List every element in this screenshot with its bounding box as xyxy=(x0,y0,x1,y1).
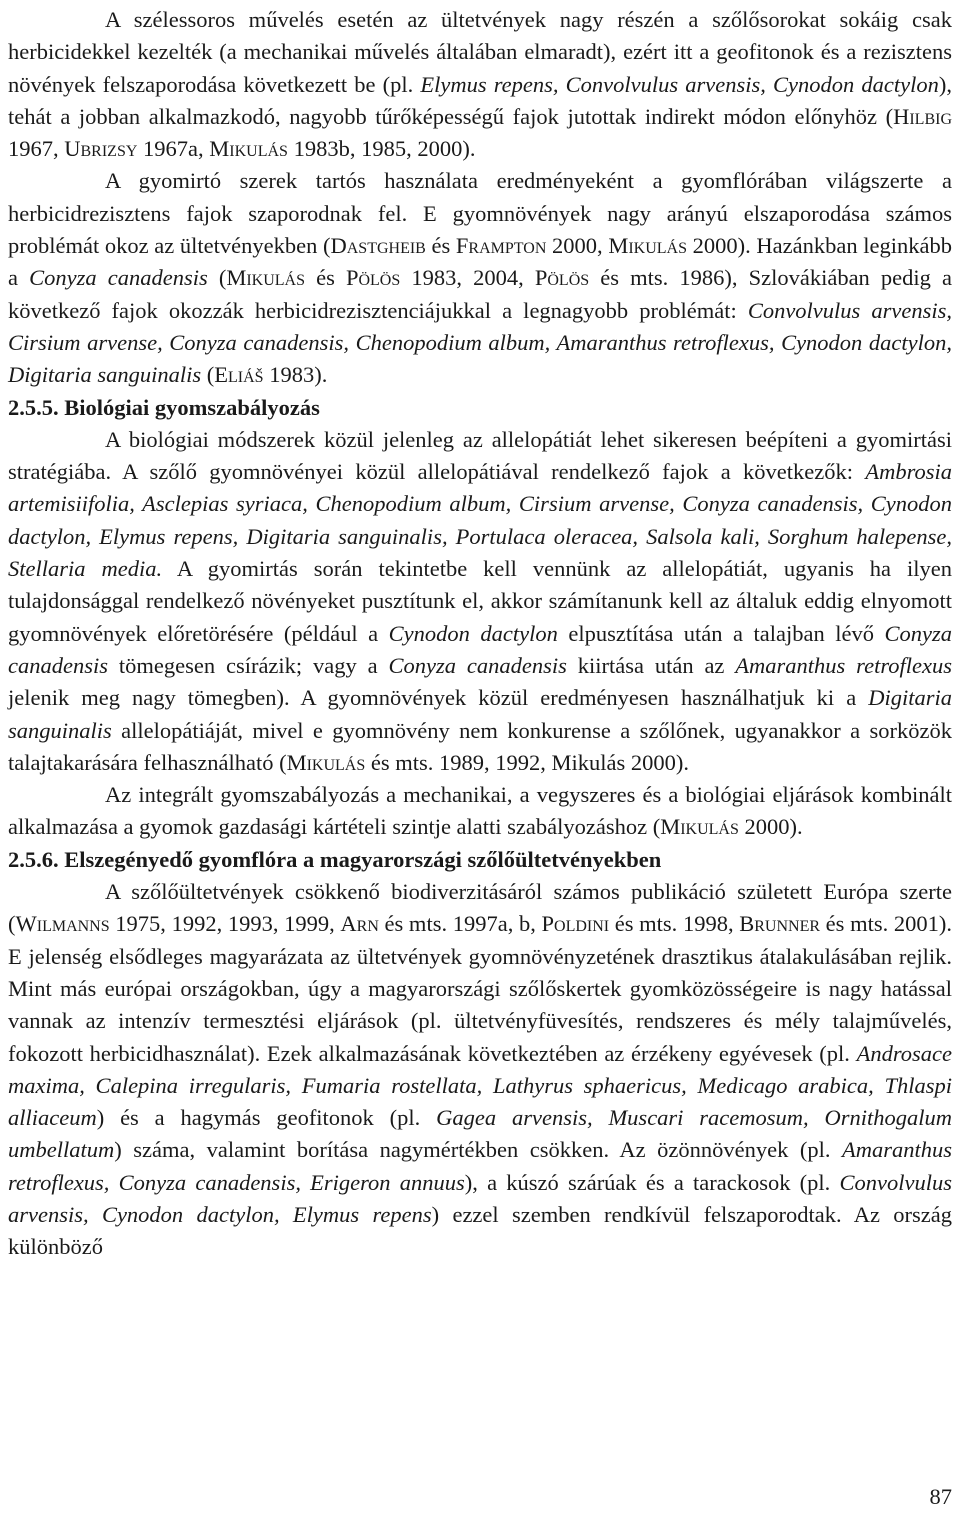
species-name: Ambrosia artemisiifolia, Asclepias syriaca, Chenopodium album, Cirsium arvense, Conyza canadensis, Cynodon dactylon, Elymus repens, Digitaria sanguinalis, Portulaca oleracea, Salsola kali, Sorghum halepense, Stellaria media. xyxy=(8,459,952,582)
body-paragraph xyxy=(8,424,952,779)
text-run: 1967, xyxy=(8,136,65,162)
text-run: tömegesen csírázik; vagy a xyxy=(108,652,389,678)
author-name: Hilbig xyxy=(893,103,952,129)
text-run: A gyomirtó szerek tartós használata eredményeként a gyomflórában világszerte a herbicidrezisztens fajok szaporodnak fel. E gyomnövények nagy arányú elszaporodása számos problémát okoz az ültetvényekben ( xyxy=(8,168,952,259)
species-name: Convolvulus arvensis, Cynodon dactylon, Elymus repens xyxy=(8,1169,952,1227)
author-name: Eliáš xyxy=(214,362,264,388)
species-name: Conyza canadensis xyxy=(29,265,208,291)
text-run: ) ezzel szemben rendkívül felszaporodtak. Az ország különböző xyxy=(8,1201,952,1260)
author-name: Frampton xyxy=(455,233,547,259)
species-name: Androsace maxima, Calepina irregularis, Fumaria rostellata, Lathyrus sphaericus, Medicago arabica, Thlaspi alliaceum xyxy=(8,1040,952,1131)
author-name: Mikulás xyxy=(286,749,366,775)
text-run: 2000, xyxy=(546,233,609,259)
species-name: Gagea arvensis, Muscari racemosum, Ornithogalum umbellatum xyxy=(8,1105,952,1163)
text-run: 1983b, 1985, 2000). xyxy=(287,136,476,162)
text-run: ) és a hagymás geofitonok (pl. xyxy=(96,1105,437,1131)
section-heading xyxy=(8,844,952,876)
body-paragraph xyxy=(8,165,952,391)
body-paragraph xyxy=(8,4,952,165)
author-name: Poldini xyxy=(541,911,610,937)
text-run: Az integrált gyomszabályozás a mechanikai, a vegyszeres és a biológiai eljárások kombinált alkalmazása a gyomok gazdasági kártételi szintje alatti szabályozáshoz ( xyxy=(8,782,952,840)
author-name: Ubrizsy xyxy=(64,136,138,162)
text-run: és mts. 1986), Szlovákiában pedig a következő fajok okozzák herbicidrezisztenciájukkal a legnagyobb problémát: xyxy=(8,265,952,323)
author-name: Mikulás xyxy=(608,233,687,259)
text-run: A biológiai módszerek közül jelenleg az allelopátiát lehet sikeresen beépíteni a gyomirtási stratégiába. A szőlő gyomnövényei közül allelopátiával rendelkező fajok a következők: xyxy=(8,426,952,485)
species-name: Conyza canadensis xyxy=(388,652,567,678)
text-run: 1967a, xyxy=(137,136,210,162)
body-paragraph xyxy=(8,779,952,844)
text-run: 2.5.6. Elszegényedő gyomflóra a magyarországi szőlőültetvényekben xyxy=(8,846,662,872)
text-run: allelopátiáját, mivel e gyomnövény nem konkurense a szőlőnek, ugyanakkor a sorközök talajtakarására felhasználható ( xyxy=(8,717,952,775)
text-run: A gyomirtás során tekintetbe kell vennünk az allelopátiát, ugyanis ha ilyen tulajdonsággal rendelkező növényeket pusztítunk el, akkor számítanunk kell az általuk eddig elnyomott gyomnövények előretörésére (például a xyxy=(8,556,953,646)
text-run: A szélessoros művelés esetén az ültetvények nagy részén a szőlősorokat sokáig csak herbicidekkel kezelték (a mechanikai művelés általában elmaradt), ezért itt a geofitonok és a rezisztens növények felszaporodása következett be (pl. xyxy=(8,7,952,97)
text-run: 1983, 2004, xyxy=(400,265,535,291)
author-name: Brunner xyxy=(739,911,821,937)
text-run: és mts. 1989, 1992, Mikulás 2000). xyxy=(365,749,690,775)
text-run: A szőlőültetvények csökkenő biodiverzitásáról számos publikáció született Európa szerte ( xyxy=(8,879,952,937)
species-name: Digitaria sanguinalis xyxy=(8,685,952,743)
author-name: Pölös xyxy=(534,265,590,291)
page-body xyxy=(8,4,952,1264)
text-run: elpusztítása után a talajban lévő xyxy=(557,620,885,646)
species-name: Convolvulus arvensis, Cirsium arvense, Conyza canadensis, Chenopodium album, Amaranthus retroflexus, Cynodon dactylon, Digitaria sanguinalis xyxy=(8,297,953,388)
text-run: és mts. 2001). E jelenség elsődleges magyarázata az ültetvények gyomnövényzetének drasztikus átalakulásában rejlik. Mint más európai országokban, úgy a magyarországi szőlőskertek gyomközösségeire is nagy hatással vannak az intenzív termesztési eljárások (pl. ültetvényfüvesítés, rendszeres és mély talajművelés, fokozott herbicidhasználat). Ezek alkalmazásának következtében az érzékeny egyévesek (pl. xyxy=(8,911,952,1066)
text-run: ) száma, valamint borítása nagymértékben csökken. Az özönnövények (pl. xyxy=(114,1137,842,1163)
text-run: kiirtása után az xyxy=(566,652,736,678)
species-name: Conyza canadensis xyxy=(8,620,952,678)
text-run: ( xyxy=(201,362,215,388)
text-run: ), a kúszó szárúak és a tarackosok (pl. xyxy=(464,1169,840,1195)
text-run: és mts. 1998, xyxy=(609,911,740,937)
species-name: Elymus repens, Convolvulus arvensis, Cynodon dactylon xyxy=(420,71,939,97)
author-name: Dastgheib xyxy=(330,233,426,259)
species-name: Amaranthus retroflexus, Conyza canadensis, Erigeron annuus xyxy=(8,1137,952,1195)
text-run: 2.5.5. Biológiai gyomszabályozás xyxy=(8,394,320,420)
text-run: és xyxy=(425,233,456,259)
text-run: 2000). xyxy=(738,814,803,840)
text-run: ( xyxy=(207,265,227,291)
body-paragraph xyxy=(8,876,952,1264)
text-run: 1975, 1992, 1993, 1999, xyxy=(109,911,341,937)
species-name: Amaranthus retroflexus xyxy=(735,652,952,678)
author-name: Pölös xyxy=(345,265,401,291)
text-run: 1983). xyxy=(263,362,328,388)
author-name: Mikulás xyxy=(209,136,288,162)
author-name: Wilmanns xyxy=(15,911,110,937)
page-number: 87 xyxy=(929,1484,952,1509)
text-run: ), tehát a jobban alkalmazkodó, nagyobb tűrőképességű fajok jutottak indirekt módon előnyhöz ( xyxy=(8,71,952,129)
text-run: és xyxy=(305,265,346,291)
text-run: 2000). Hazánkban leginkább a xyxy=(8,233,953,291)
text-run: jelenik meg nagy tömegben). A gyomnövények közül eredményesen használhatjuk ki a xyxy=(8,685,869,711)
text-run: és mts. 1997a, b, xyxy=(378,911,542,937)
author-name: Arn xyxy=(340,911,379,937)
section-heading xyxy=(8,392,952,424)
author-name: Mikulás xyxy=(226,265,305,291)
author-name: Mikulás xyxy=(660,814,739,840)
species-name: Cynodon dactylon xyxy=(388,620,558,646)
